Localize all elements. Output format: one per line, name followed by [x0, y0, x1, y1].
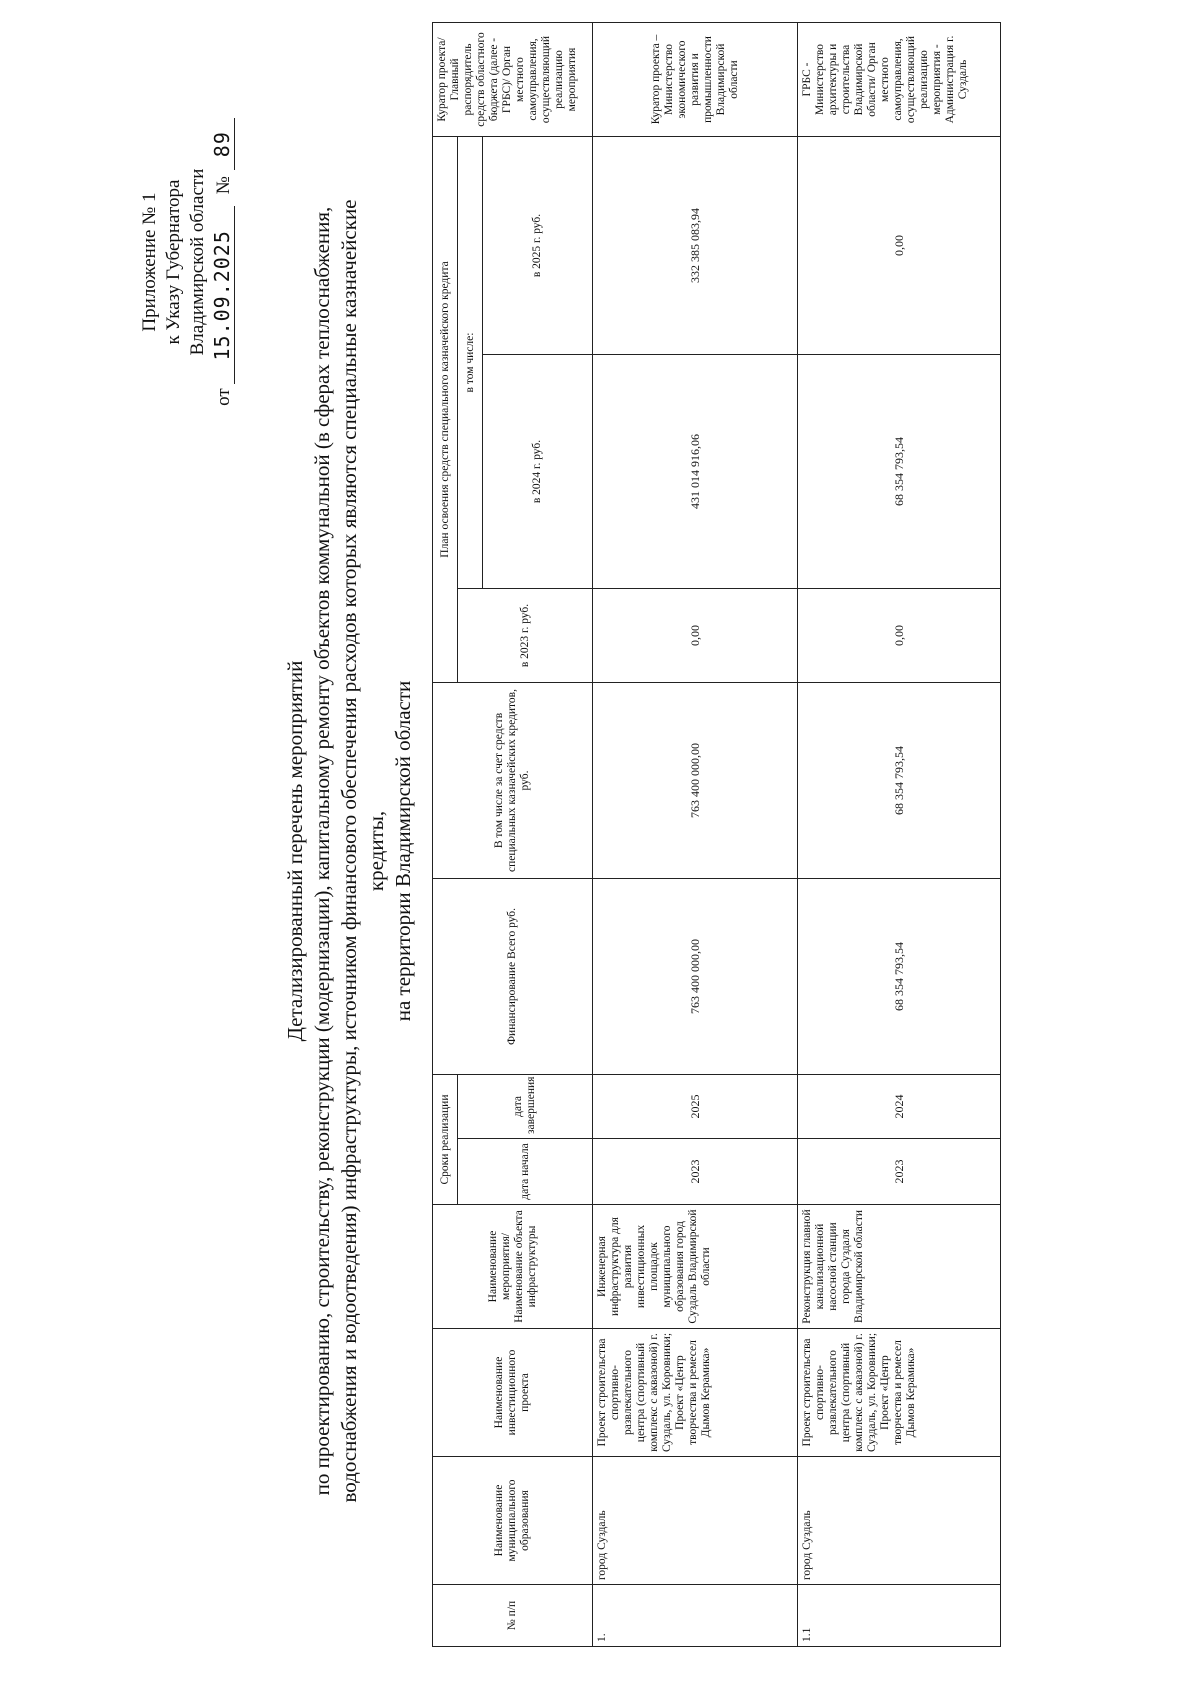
table-row [593, 23, 798, 1647]
row-start: 2023 [593, 1139, 798, 1205]
appendix-line-1: Приложение № 1 [139, 192, 160, 332]
header-credits: В том числе за счет средств специальных казначейских кредитов, руб. [433, 683, 593, 879]
row-end: 2024 [798, 1075, 1001, 1139]
row-2023: 0,00 [798, 589, 1001, 683]
header-end: дата завершения [458, 1075, 593, 1139]
row-curator: ГРБС - Министерство архитектуры и строительства Владимирской области/ Орган местного самоуправления, осуществляющий реализацию мероприятия - Администрация г. Суздаль [798, 23, 1001, 137]
row-end: 2025 [593, 1075, 798, 1139]
row-2024: 431 014 916,06 [593, 355, 798, 589]
row-2025: 0,00 [798, 137, 1001, 355]
row-2023: 0,00 [593, 589, 798, 683]
number-prefix: № [213, 176, 234, 195]
row-curator: Куратор проекта – Министерство экономического развития и промышленности Владимирской области [593, 23, 798, 137]
row-credits: 68 354 793,54 [798, 683, 1001, 879]
row-municipality: город Суздаль [798, 1457, 1001, 1585]
header-row-1 [433, 23, 458, 1647]
header-municipality: Наименование муниципального образования [433, 1457, 593, 1585]
document-title [282, 30, 417, 1672]
appendix-block [138, 52, 236, 472]
header-2025: в 2025 г. руб. [483, 137, 593, 355]
header-terms: Сроки реализации [433, 1075, 458, 1205]
row-num: 1.1 [798, 1585, 1001, 1647]
row-project: Проект строительства спортивно-развлекательного центра (спортивный комплекс с аквазоной) г. Суздаль, ул. Коровники; Проект «Центр творчества и ремесел Дымов Керамика» [798, 1329, 1001, 1457]
title-line-1: Детализированный перечень мероприятий [283, 660, 307, 1042]
date-prefix: от [213, 388, 234, 406]
row-funding: 763 400 000,00 [593, 879, 798, 1075]
header-funding: Финансирование Всего руб. [433, 879, 593, 1075]
appendix-line-3: Владимирской области [187, 168, 208, 356]
row-2025: 332 385 083,94 [593, 137, 798, 355]
header-curator: Куратор проекта/ Главный распорядитель средств областного бюджета (далее - ГРБС)/ Орган местного самоуправления, осуществляющий реализацию мероприятия [433, 23, 593, 137]
header-start: дата начала [458, 1139, 593, 1205]
header-plan: План освоения средств специального казначейского кредита [433, 137, 458, 683]
title-line-3: водоснабжения и водоотведения) инфраструктуры, источником финансового обеспечения расходов которых являются специальные казначейские [337, 199, 361, 1503]
header-num: № п/п [433, 1585, 593, 1647]
row-object: Инженерная инфраструктура для развития инвестиционных площадок муниципального образования город Суздаль Владимирской области [593, 1205, 798, 1329]
measures-table [432, 22, 1001, 1647]
header-2023: в 2023 г. руб. [458, 589, 593, 683]
header-object: Наименование мероприятия/ Наименование объекта инфраструктуры [433, 1205, 593, 1329]
row-2024: 68 354 793,54 [798, 355, 1001, 589]
row-municipality: город Суздаль [593, 1457, 798, 1585]
title-line-4: кредиты, [364, 810, 388, 892]
title-line-5: на территории Владимирской области [391, 680, 415, 1022]
appendix-date-line [210, 52, 236, 472]
header-including: в том числе: [458, 137, 483, 589]
appendix-line-2: к Указу Губернатора [163, 179, 184, 345]
row-funding: 68 354 793,54 [798, 879, 1001, 1075]
row-start: 2023 [798, 1139, 1001, 1205]
decree-date: 15.09.2025 [210, 206, 235, 384]
row-credits: 763 400 000,00 [593, 683, 798, 879]
header-2024: в 2024 г. руб. [483, 355, 593, 589]
decree-number: 89 [210, 118, 235, 170]
table-row [798, 23, 1001, 1647]
header-project: Наименование инвестиционного проекта [433, 1329, 593, 1457]
row-num: 1. [593, 1585, 798, 1647]
row-object: Реконструкция главной канализационной насосной станции города Суздаля Владимирской области [798, 1205, 1001, 1329]
row-project: Проект строительства спортивно-развлекательного центра (спортивный комплекс с аквазоной) г. Суздаль, ул. Коровники; Проект «Центр творчества и ремесел Дымов Керамика» [593, 1329, 798, 1457]
title-line-2: по проектированию, строительству, реконструкции (модернизации), капитальному ремонту объектов коммунальной (в сферах теплоснабжения, [310, 206, 334, 1496]
